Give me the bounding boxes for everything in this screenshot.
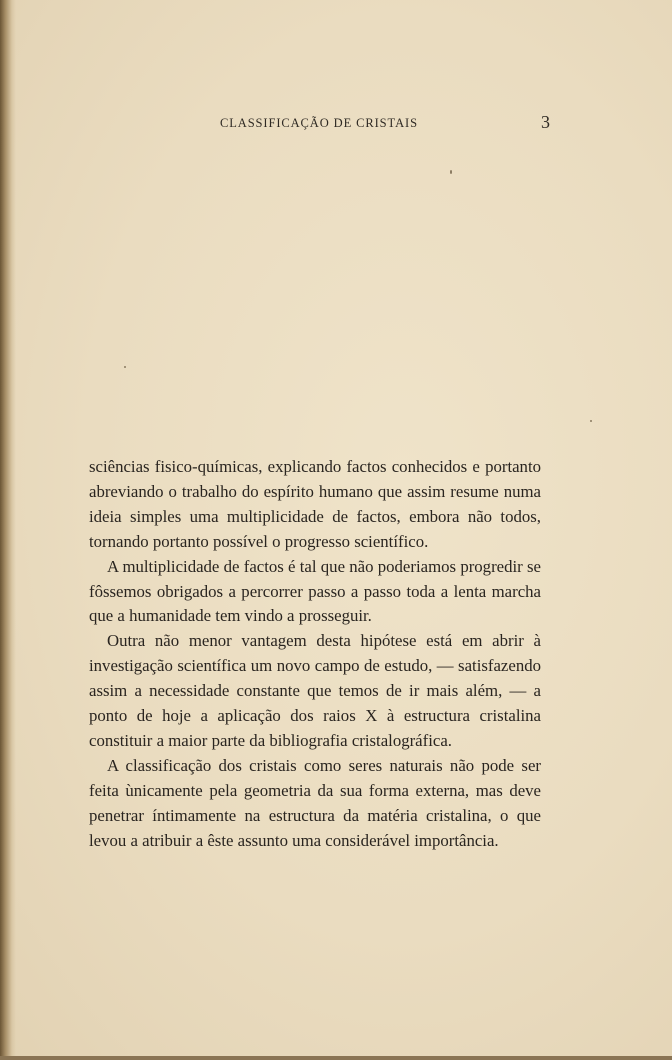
paragraph: A multiplicidade de factos é tal que não poderiamos progredir se fôssemos obrigados a percorrer passo a passo toda a lenta marcha que a humanidade tem vindo a prosseguir. [89,556,541,626]
page-bottom-edge [0,1056,672,1060]
paragraph: Outra não menor vantagem desta hipótese está em abrir à investigação scientífica um novo campo de estudo, — satisfazendo assim a necessidade constante que temos de ir mais além, — a ponto de hoje a aplicação dos raios X à estructura cristalina constituir a maior parte da bibliografia cristalográfica. [89,631,541,750]
paper-speck [590,420,592,422]
page-binding-shadow [0,0,16,1060]
paragraph: sciências fisico-químicas, explicando factos conhecidos e portanto abreviando o trabalho do espírito humano que assim resume numa ideia simples uma multiplicidade de factos, embora não todos, tornando portanto possível o progresso scientífico. [89,457,541,551]
paragraph: A classificação dos cristais como seres naturais não pode ser feita ùnicamente pela geometria da sua forma externa, mas deve penetrar íntimamente na estructura da matéria cristalina, o que levou a atribuir a êste assunto uma considerável importância. [89,755,541,850]
paper-speck [124,366,126,368]
paper-speck [450,170,452,174]
body-text [89,455,541,854]
page-number: 3 [541,112,550,132]
running-title: CLASSIFICAÇÃO DE CRISTAIS [220,116,418,130]
page-header [88,112,552,136]
